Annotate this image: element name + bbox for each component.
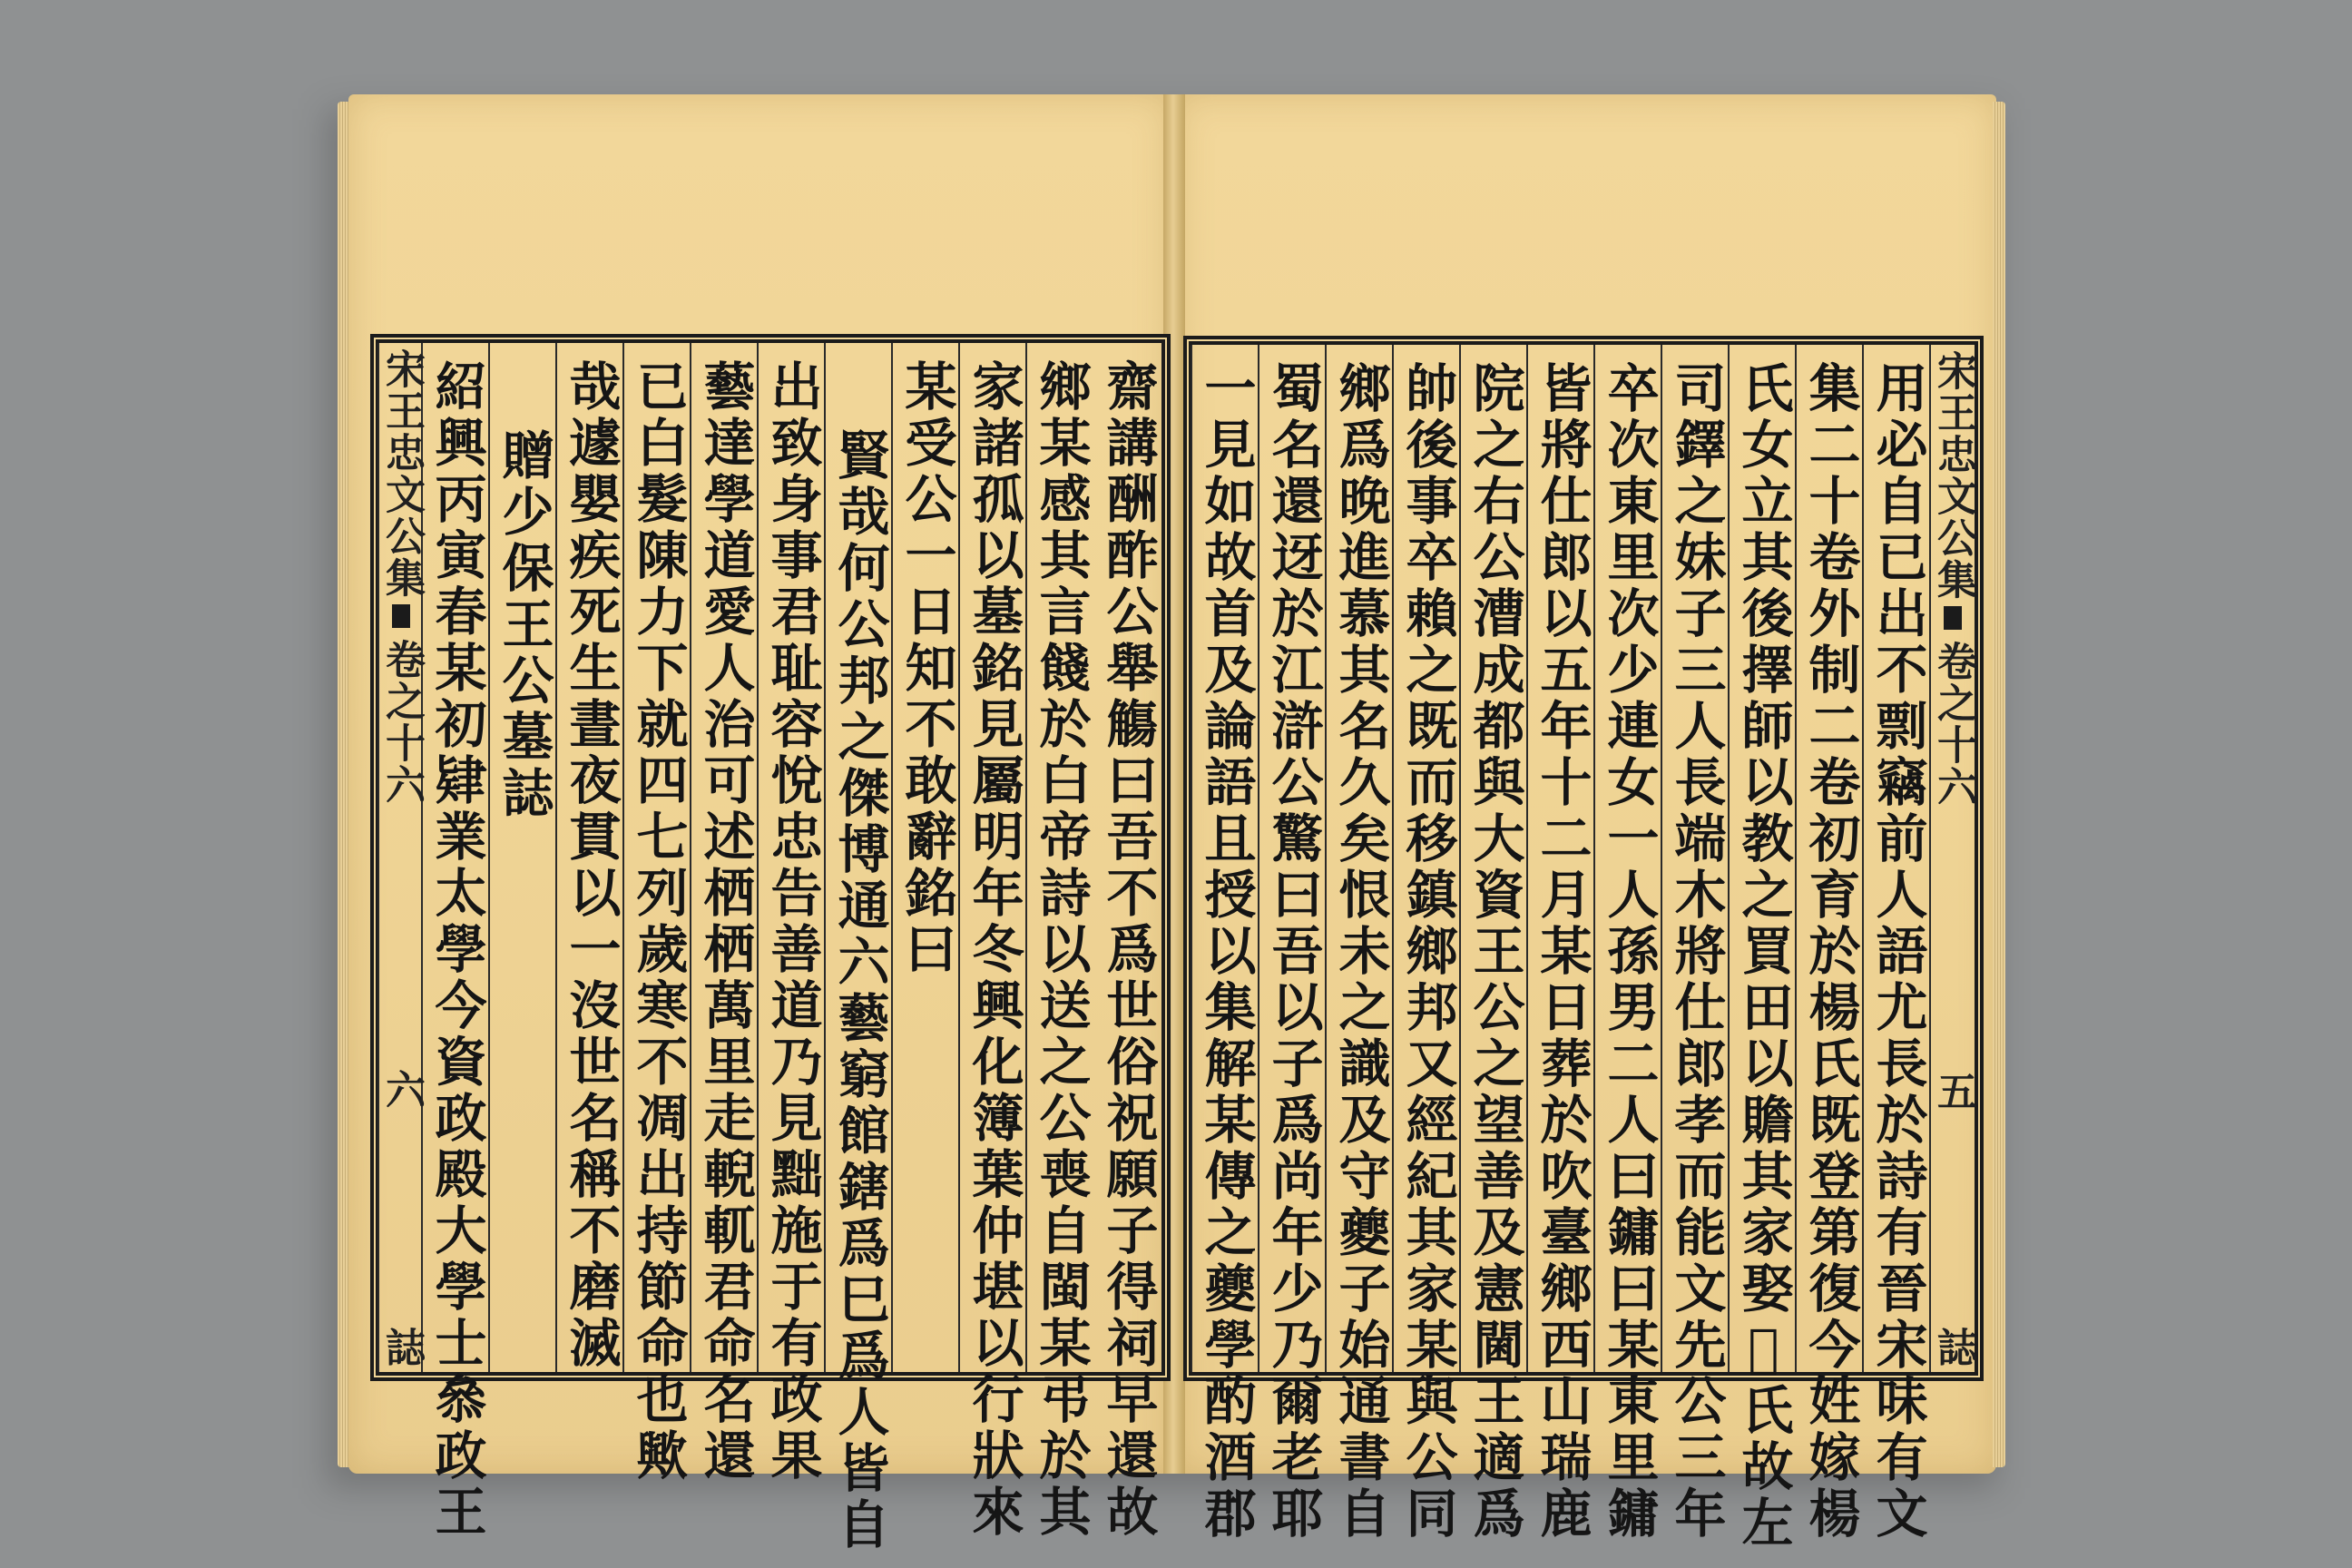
column-text: 蜀名還迓於江滸公驚曰吾以子爲尚年少乃爾老耶 bbox=[1263, 361, 1324, 1543]
column-text: 藝達學道愛人治可述栖栖萬里走輗軏君命名還 bbox=[695, 359, 756, 1485]
text-column bbox=[622, 343, 691, 1485]
text-column bbox=[1593, 345, 1662, 1543]
fishtail-mark bbox=[392, 604, 410, 628]
text-column bbox=[690, 343, 759, 1485]
section-heading-column bbox=[488, 343, 557, 1372]
column-text: 氏女立其後擇師以教之買田以贍其家娶𦶜氏故左 bbox=[1733, 361, 1794, 1552]
section-label: 誌 bbox=[378, 1327, 425, 1367]
text-column bbox=[1795, 345, 1864, 1543]
right-margin-column bbox=[1929, 345, 1975, 1372]
left-margin-column bbox=[377, 343, 423, 1372]
text-column bbox=[1526, 345, 1595, 1543]
text-column bbox=[1325, 345, 1394, 1543]
text-column bbox=[1258, 345, 1327, 1543]
column-text: 鄉爲晚進慕其名久矣恨未之識及守夔子始通書自 bbox=[1330, 361, 1391, 1543]
book-title: 宋王忠文公集 bbox=[378, 348, 425, 599]
left-text-block bbox=[376, 339, 1165, 1553]
text-column bbox=[891, 343, 960, 1372]
column-text: 集二十卷外制二卷初育於楊氏既登第復今姓嫁楊 bbox=[1800, 361, 1861, 1543]
column-text: 鄉某感其言餞於白帝詩以送之公喪自閩某弔於其 bbox=[1031, 359, 1092, 1541]
right-text-block bbox=[1189, 341, 1978, 1552]
column-text: 卒次東里次少連女一人孫男二人曰鏞曰某東里鏞 bbox=[1599, 361, 1660, 1543]
column-text: 某受公一日知不敢辭銘曰 bbox=[897, 359, 957, 978]
text-column bbox=[757, 343, 826, 1485]
column-text: 司鐸之妹子三人長端木將仕郎孝而能文先公三年 bbox=[1666, 361, 1727, 1543]
text-column bbox=[1191, 345, 1259, 1543]
section-heading: 贈少保王公墓誌 bbox=[494, 428, 554, 822]
text-column bbox=[1862, 345, 1931, 1543]
page-number: 六 bbox=[378, 1069, 425, 1109]
column-text: 紹興丙寅春某初肄業太學今資政殿大學士叅政王 bbox=[426, 359, 487, 1541]
page-number: 五 bbox=[1930, 1071, 1976, 1111]
column-text: 賢哉何公邦之傑博通六藝窮館鎋爲巳爲人皆自 bbox=[829, 428, 890, 1553]
column-text: 皆將仕郎以五年十二月某日葬於吹臺鄉西山瑞鹿 bbox=[1532, 361, 1592, 1543]
book-gutter bbox=[1163, 94, 1185, 1474]
column-text: 齋講酬酢公舉觴曰吾不爲世俗祝願子得祠早還故 bbox=[1098, 359, 1159, 1541]
column-text: 哉遽嬰疾死生晝夜貫以一沒世名稱不磨滅 bbox=[561, 359, 622, 1372]
text-column bbox=[1459, 345, 1528, 1543]
right-page-edge bbox=[1993, 102, 2005, 1467]
column-text: 家諸孤以墓銘見屬明年冬興化簿葉仲堪以行狀來 bbox=[964, 359, 1024, 1541]
text-column bbox=[824, 343, 893, 1553]
text-column bbox=[1392, 345, 1461, 1543]
section-label: 誌 bbox=[1930, 1327, 1976, 1367]
text-column bbox=[421, 343, 490, 1541]
column-text: 帥後事卒賴之既而移鎮鄉邦又經紀其家某與公同 bbox=[1397, 361, 1458, 1543]
text-column bbox=[1025, 343, 1094, 1541]
column-text: 已白髮陳力下就四七列歲寒不凋出持節命也歟 bbox=[628, 359, 689, 1485]
volume-label: 卷之十六 bbox=[378, 639, 425, 806]
column-text: 出致身事君耻容悅忠告善道乃見黜施于有政果 bbox=[762, 359, 823, 1485]
column-text: 一見如故首及論語且授以集解某傳之夔學酌酒郡 bbox=[1196, 361, 1257, 1543]
text-column bbox=[555, 343, 624, 1372]
volume-label: 卷之十六 bbox=[1930, 641, 1976, 808]
book-title: 宋王忠文公集 bbox=[1930, 350, 1976, 601]
text-column bbox=[1661, 345, 1730, 1543]
text-column bbox=[1094, 343, 1161, 1541]
column-text: 用必自已出不剽竊前人語尤長於詩有晉宋味有文 bbox=[1867, 361, 1928, 1543]
text-column bbox=[1728, 345, 1797, 1552]
fishtail-mark bbox=[1944, 606, 1962, 630]
text-column bbox=[958, 343, 1027, 1541]
column-text: 院之右公漕成都與大資王公之望善及憲閫王適爲 bbox=[1465, 361, 1525, 1543]
